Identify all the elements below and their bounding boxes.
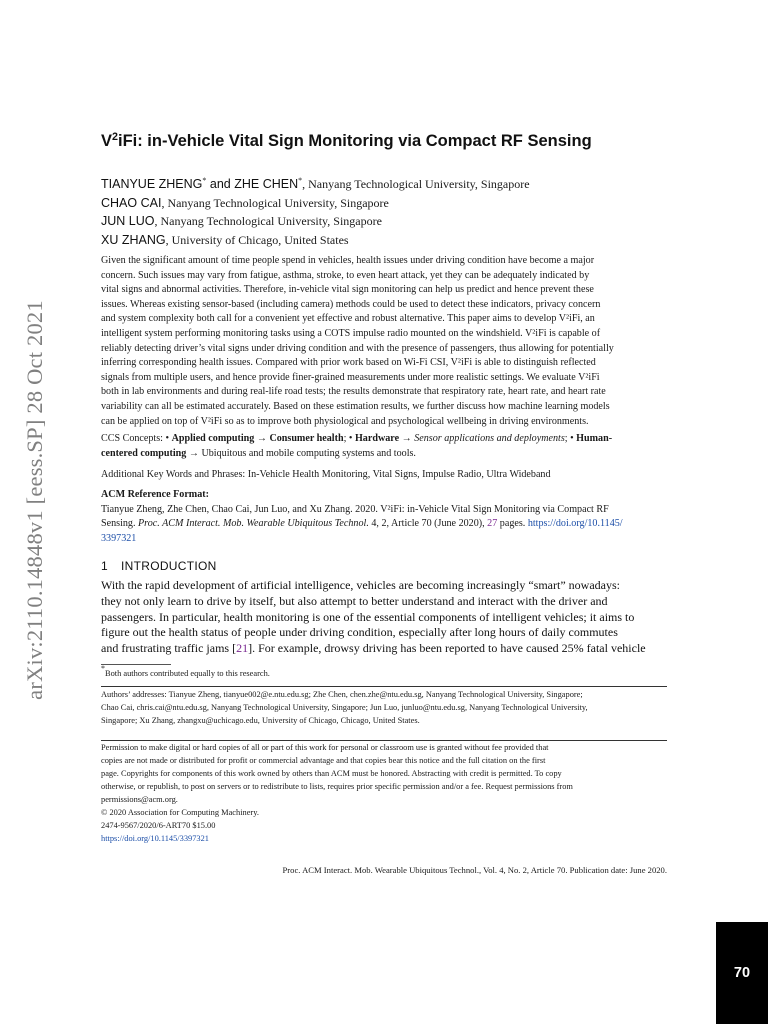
ccs-separator: ; • — [343, 433, 355, 444]
reference-text: pages. — [497, 518, 528, 530]
footnote-mark: * — [101, 664, 105, 673]
address-line: Singapore; Xu Zhang, zhangxu@uchicago.edu, University of Chicago, Chicago, United States. — [101, 716, 420, 725]
acm-reference-line — [101, 517, 667, 532]
section-title: INTRODUCTION — [121, 559, 217, 573]
body-text: ]. For example, drowsy driving has been reported to have caused 25% fatal vehicle — [248, 641, 646, 656]
page-number-tab — [716, 922, 768, 1024]
ccs-arrow: → — [254, 433, 270, 444]
ccs-concept: Consumer health — [269, 433, 344, 444]
ccs-arrow: → — [186, 447, 202, 459]
equal-contribution-mark: * — [202, 176, 207, 185]
author-line — [101, 231, 681, 250]
author-list — [101, 175, 681, 249]
ccs-concepts — [101, 432, 667, 461]
section-heading-introduction — [101, 559, 217, 573]
author-name: TIANYUE ZHENG — [101, 177, 203, 191]
reference-text: 4, 2, Article 70 (June 2020), — [368, 518, 488, 530]
ccs-label: CCS Concepts: • — [101, 433, 172, 444]
authors-addresses — [101, 688, 667, 727]
abstract-line: reliably detecting driver’s vital signs under driving condition and with the presence of passengers, thus allowing for potentially — [101, 342, 614, 354]
page-number: 70 — [733, 965, 751, 981]
author-affiliation: , Nanyang Technological University, Singapore — [161, 195, 389, 210]
abstract-line: and system complexity both call for a convenient yet effective and robust alternative. This paper aims to develop V²iFi, an — [101, 313, 595, 325]
abstract-line: can be applied on top of V²iFi so as to improve both physiological and psychological wellbeing in driving environments. — [101, 415, 589, 427]
footnote-text: Both authors contributed equally to this research. — [105, 669, 270, 678]
permission-notice — [101, 741, 667, 845]
author-name: CHAO CAI — [101, 195, 162, 210]
acm-reference-format — [101, 488, 667, 546]
abstract-line: vital signs and abnormal activities. Therefore, in-vehicle vital sign monitoring can help us predict and hence prevent these — [101, 284, 594, 296]
abstract-line: inferring corresponding health issues. Compared with prior work based on Wi-Fi CSI, V²iFi is able to distinguish reflected — [101, 357, 596, 369]
permission-line: Permission to make digital or hard copies of all or part of this work for personal or classroom use is granted without fee provided that — [101, 743, 549, 752]
body-text: and frustrating traffic jams [ — [101, 641, 237, 656]
abstract-line: intelligent system performing monitoring tasks using a COTS impulse radio mounted on the windshield. V²iFi is capable of — [101, 327, 601, 339]
abstract-line: issues. Whereas existing sensor-based (including camera) methods could be used to detect these indicators, privacy concern — [101, 298, 601, 310]
abstract-line: both in lab environments and during real-life road tests; the results demonstrate that respiratory rate, heart rate, and heart rate — [101, 386, 606, 398]
doi-link-continued[interactable]: 3397321 — [101, 532, 137, 544]
ccs-line — [101, 432, 667, 447]
ccs-arrow: → — [399, 433, 415, 444]
address-line: Authors’ addresses: Tianyue Zheng, tianyue002@e.ntu.edu.sg; Zhe Chen, chen.zhe@ntu.edu.sg, Nanyang Technological University, Singapore; — [101, 690, 583, 699]
ccs-concept: Human- — [576, 433, 613, 444]
introduction-body — [101, 578, 667, 657]
author-affiliation: , University of Chicago, United States — [165, 232, 349, 247]
arxiv-identifier-stamp: arXiv:2110.14848v1 [eess.SP] 28 Oct 2021 — [22, 300, 47, 700]
permission-line: page. Copyrights for components of this work owned by others than ACM must be honored. Abstracting with credit is permitted. To copy — [101, 769, 562, 778]
ccs-concept: Sensor applications and deployments — [414, 433, 565, 444]
title-rest: iFi: in-Vehicle Vital Sign Monitoring via Compact RF Sensing — [117, 132, 592, 150]
footnote-rule — [101, 664, 171, 665]
author-joiner: and — [206, 177, 235, 191]
author-affiliation: , Nanyang Technological University, Singapore — [302, 177, 530, 191]
copyright-line: © 2020 Association for Computing Machinery. — [101, 808, 259, 817]
ccs-concept: Hardware — [354, 433, 400, 444]
ccs-concept: Ubiquitous and mobile computing systems and tools. — [201, 447, 416, 459]
address-line: Chao Cai, chris.cai@ntu.edu.sg, Nanyang Technological University, Singapore; Jun Luo, junluo@ntu.edu.sg, Nanyang Technological University, — [101, 703, 588, 712]
ccs-concept: Applied computing — [171, 433, 255, 444]
section-number: 1 — [101, 559, 108, 573]
doi-link[interactable]: https://doi.org/10.1145/3397321 — [101, 834, 209, 843]
acm-reference-line: Tianyue Zheng, Zhe Chen, Chao Cai, Jun Luo, and Xu Zhang. 2020. V²iFi: in-Vehicle Vital Sign Monitoring via Compact RF — [101, 503, 609, 515]
author-affiliation: , Nanyang Technological University, Singapore — [154, 214, 382, 228]
ccs-concept: centered computing — [101, 447, 187, 459]
abstract-line: concern. Such issues may vary from fatigue, asthma, stroke, to even heart attack, yet they can be adequately indicated by — [101, 269, 590, 281]
ccs-separator: ; • — [564, 433, 577, 444]
permission-line: otherwise, or republish, to post on servers or to redistribute to lists, requires prior specific permission and/or a fee. Request permissions from — [101, 782, 573, 791]
body-line: figure out the health status of people under driving condition, especially after long hours of daily commutes — [101, 625, 618, 640]
acm-reference-line — [101, 532, 667, 547]
permission-line: copies are not made or distributed for profit or commercial advantage and that copies bear this notice and the full citation on the first — [101, 756, 546, 765]
divider — [101, 686, 667, 687]
page-count-link[interactable]: 27 — [487, 518, 498, 530]
footnote — [101, 664, 270, 679]
citation-link[interactable]: 21 — [236, 641, 249, 656]
abstract — [101, 254, 667, 429]
acm-reference-heading — [101, 488, 667, 503]
additional-keywords: Additional Key Words and Phrases: In-Vehicle Health Monitoring, Vital Signs, Impulse Radio, Ultra Wideband — [101, 469, 551, 480]
ccs-line — [101, 447, 667, 462]
journal-name: Proc. ACM Interact. Mob. Wearable Ubiquitous Technol. — [138, 518, 369, 530]
permission-line: permissions@acm.org. — [101, 795, 178, 804]
body-line: With the rapid development of artificial intelligence, vehicles are becoming increasingly “smart” nowadays: — [101, 578, 620, 592]
author-name: XU ZHANG — [101, 232, 166, 247]
running-footer: Proc. ACM Interact. Mob. Wearable Ubiquitous Technol., Vol. 4, No. 2, Article 70. Publication date: June 2020. — [282, 865, 667, 875]
title-prefix: V — [101, 132, 113, 150]
equal-contribution-mark: * — [298, 176, 303, 185]
issn-line: 2474-9567/2020/6-ART70 $15.00 — [101, 821, 216, 830]
author-line — [101, 175, 681, 194]
author-name: JUN LUO — [101, 214, 155, 228]
paper-title — [101, 132, 701, 151]
reference-text: Sensing. — [101, 518, 139, 530]
doi-link[interactable]: https://doi.org/10.1145/ — [527, 518, 623, 530]
body-line: passengers. In particular, health monitoring is one of the essential components of intelligent vehicles; it aims to — [101, 609, 635, 624]
body-line — [101, 641, 667, 657]
abstract-line: Given the significant amount of time people spend in vehicles, health issues under driving condition have become a major — [101, 255, 595, 266]
title-superscript: 2 — [112, 131, 118, 144]
abstract-line: variability can all be estimated accurately. Based on these estimation results, we further discuss how machine learning models — [101, 400, 610, 412]
author-line — [101, 194, 681, 213]
acm-reference-heading-text: ACM Reference Format: — [101, 489, 209, 500]
body-line: they not only learn to drive by itself, but also attempt to better understand and interact with the driver and — [101, 593, 608, 608]
abstract-line: signals from multiple users, and hence provide finer-grained measurements under more realistic settings. We evaluate V²iFi — [101, 371, 600, 383]
author-name: ZHE CHEN — [234, 177, 299, 191]
author-line — [101, 212, 681, 231]
